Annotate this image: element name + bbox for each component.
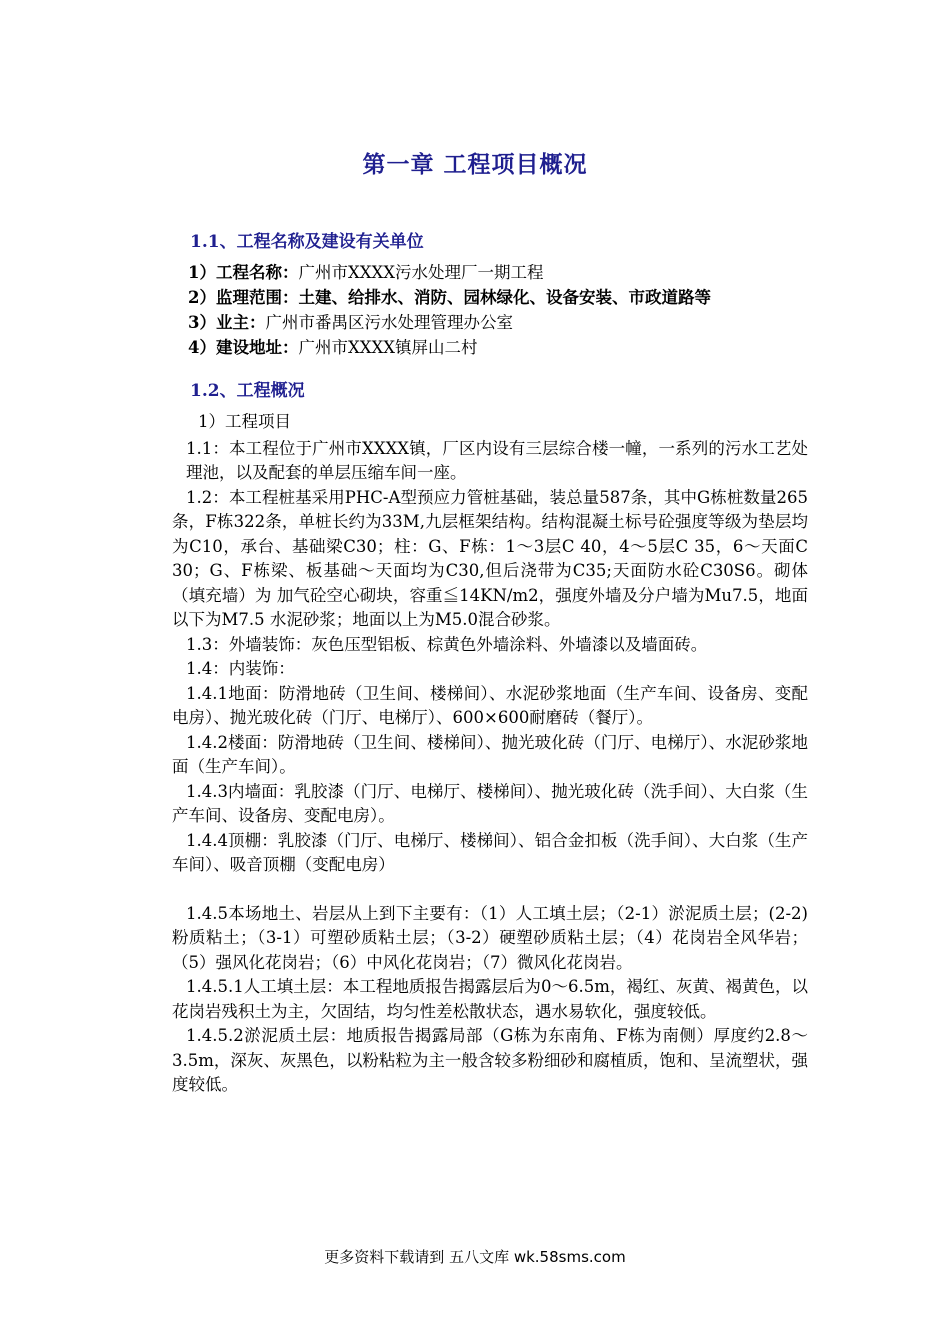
paragraph-1-4-5: 1.4.5本场地土、岩层从上到下主要有：（1）人工填土层；（2-1）淤泥质土层；(2-2)粉质粘土；（3-1）可塑砂质粘土层；（3-2）硬塑砂质粘土层；（4）花岗岩全风华岩；（5）强风化花岗岩；（6）中风化花岗岩；（7）微风化花岗岩。	[172, 903, 808, 972]
info-address	[188, 336, 808, 360]
paragraph-1-4-3: 1.4.3内墙面：乳胶漆（门厅、电梯厅、楼梯间）、抛光玻化砖（洗手间）、大白浆（生产车间、设备房、变配电房）。	[172, 781, 808, 825]
paragraph-1-4-5-2: 1.4.5.2淤泥质土层：地质报告揭露局部（G栋为东南角、F栋为南侧）厚度约2.8～3.5m，深灰、灰黑色，以粉粘粒为主一般含较多粉细砂和腐植质，饱和、呈流塑状，强度较低。	[172, 1026, 808, 1094]
info-label: 3）业主：	[188, 313, 266, 332]
paragraph-1-4-4: 1.4.4顶棚：乳胶漆（门厅、电梯厅、楼梯间）、铝合金扣板（洗手间）、大白浆（生产车间）、吸音顶棚（变配电房）	[172, 830, 808, 874]
info-value: 广州市XXXX镇屏山二村	[298, 338, 478, 357]
info-project-name	[188, 261, 808, 285]
info-supervision-scope	[188, 286, 808, 310]
info-label: 2）监理范围：	[188, 288, 299, 307]
sub-heading-project: 1）工程项目	[198, 412, 291, 431]
paragraph-1-4: 1.4：内装饰：	[186, 659, 295, 678]
footer-download-note: 更多资料下载请到 五八文库 wk.58sms.com	[324, 1248, 626, 1266]
paragraph-1-4-1: 1.4.1地面：防滑地砖（卫生间、楼梯间）、水泥砂浆地面（生产车间、设备房、变配电房）、抛光玻化砖（门厅、电梯厅）、600×600耐磨砖（餐厅）。	[172, 683, 808, 727]
paragraph-1-2: 1.2：本工程桩基采用PHC-A型预应力管桩基础，装总量587条，其中G栋桩数量265条，F栋322条，单桩长约为33M,九层框架结构。结构混凝土标号砼强度等级为垫层均为C10，承台、基础梁C30；柱：G、F栋：1～3层C 40，4～5层C 35，6～天面C 30；G、F栋梁、板基础～天面均为C30,但后浇带为C35;天面防水砼C30S6。砌体（填充墙）为 加气砼空心砌块，容重≦14KN/m2，强度外墙及分户墙为Mu7.5，地面以下为M7.5 水泥砂浆；地面以上为M5.0混合砂浆。	[172, 487, 808, 629]
info-label: 4）建设地址：	[188, 338, 299, 357]
paragraph-1-1: 1.1：本工程位于广州市XXXX镇，厂区内设有三层综合楼一幢，一系列的污水工艺处理池，以及配套的单层压缩车间一座。	[186, 438, 808, 482]
paragraph-1-4-2: 1.4.2楼面：防滑地砖（卫生间、楼梯间）、抛光玻化砖（门厅、电梯厅）、水泥砂浆地面（生产车间）。	[172, 732, 808, 776]
section-heading-1-2: 1.2、工程概况	[190, 381, 305, 401]
info-value: 土建、给排水、消防、园林绿化、设备安装、市政道路等	[298, 288, 711, 307]
section-heading-1-1: 1.1、工程名称及建设有关单位	[190, 232, 424, 252]
info-label: 1）工程名称：	[188, 263, 299, 282]
paragraph-1-4-5-1: 1.4.5.1人工填土层：本工程地质报告揭露层后为0～6.5m，褐红、灰黄、褐黄色，以花岗岩残积土为主，欠固结，均匀性差松散状态，遇水易软化，强度较低。	[172, 977, 808, 1021]
info-owner	[188, 311, 808, 335]
paragraph-1-3: 1.3：外墙装饰：灰色压型铝板、棕黄色外墙涂料、外墙漆以及墙面砖。	[186, 634, 708, 654]
spacer	[172, 361, 808, 379]
spacer	[172, 878, 808, 902]
info-value: 广州市番禺区污水处理管理办公室	[265, 313, 513, 332]
document-body	[172, 230, 808, 1098]
chapter-title: 第一章 工程项目概况	[362, 151, 588, 178]
info-value: 广州市XXXX污水处理厂一期工程	[298, 263, 544, 282]
